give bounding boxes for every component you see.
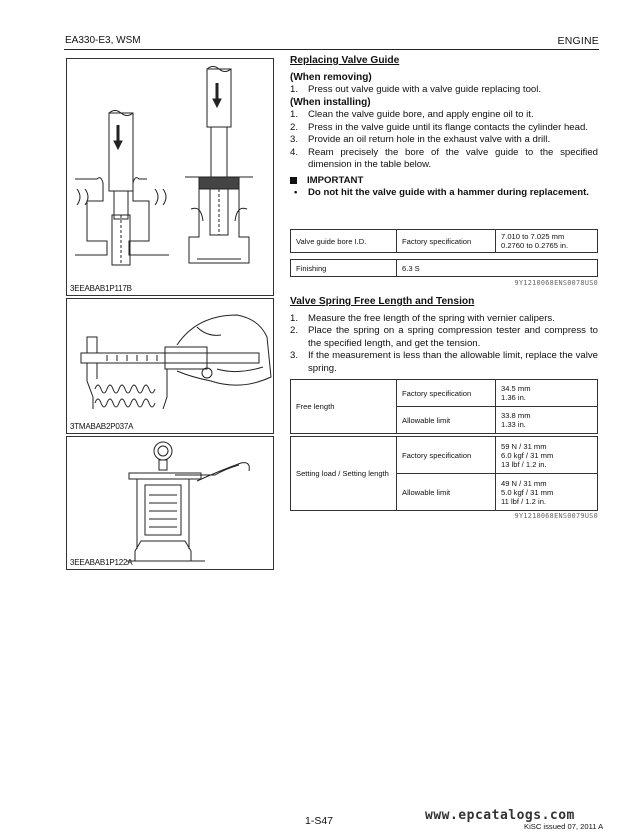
spec-label: Factory specification bbox=[397, 437, 496, 474]
figure-caption: 3EEABAB1P122A bbox=[70, 558, 133, 567]
page-number: 1-S47 bbox=[305, 815, 334, 827]
header-divider bbox=[64, 49, 599, 50]
figure-caption: 3TMABAB2P037A bbox=[70, 422, 134, 431]
figure-caption: 3EEABAB1P117B bbox=[70, 284, 132, 293]
spec-item: Setting load / Setting length bbox=[291, 437, 397, 511]
valve-guide-replacing-tool-illustration bbox=[67, 59, 273, 295]
doc-code: EA330-E3, WSM bbox=[65, 35, 141, 46]
spec-value: 49 N / 31 mm 5.0 kgf / 31 mm 11 lbf / 1.2 in. bbox=[496, 474, 598, 511]
spec-label: Allowable limit bbox=[397, 407, 496, 434]
spec-label: Factory specification bbox=[397, 380, 496, 407]
list-item: 4. Ream precisely the bore of the valve guide to the specified dimension in the table below. bbox=[290, 146, 598, 170]
figure-spring-tester bbox=[66, 436, 274, 570]
list-item: 1. Press out valve guide with a valve guide replacing tool. bbox=[290, 84, 542, 95]
list-item: 3. Provide an oil return hole in the exhaust valve with a drill. bbox=[290, 134, 551, 145]
list-item: 2. Place the spring on a spring compression tester and compress to the specified length, and get the tension. bbox=[290, 325, 598, 349]
issue-note: KiSC issued 07, 2011 A bbox=[524, 822, 604, 831]
important-note: • Do not hit the valve guide with a hammer during replacement. bbox=[290, 187, 598, 200]
figure-vernier bbox=[66, 298, 274, 434]
section-heading: Valve Spring Free Length and Tension bbox=[290, 296, 475, 307]
list-item: 1. Measure the free length of the spring with vernier calipers. bbox=[290, 312, 555, 324]
spring-compression-tester-illustration bbox=[67, 437, 273, 569]
spec-value: 33.8 mm 1.33 in. bbox=[496, 407, 598, 434]
watermark: www.epcatalogs.com bbox=[425, 808, 575, 823]
square-bullet-icon bbox=[290, 177, 297, 184]
important-heading: IMPORTANT bbox=[290, 175, 598, 188]
spec-value: 7.010 to 7.025 mm 0.2760 to 0.2765 in. bbox=[496, 230, 598, 253]
section-heading: Replacing Valve Guide bbox=[290, 55, 400, 66]
reference-code: 9Y1210068ENS0079US0 bbox=[514, 512, 598, 520]
spec-value: 6.3 S bbox=[397, 260, 598, 277]
spec-item: Free length bbox=[291, 380, 397, 434]
vernier-calipers-measuring-spring-illustration bbox=[67, 299, 273, 433]
list-item: 3. If the measurement is less than the allowable limit, replace the valve spring. bbox=[290, 350, 598, 374]
spec-value: 34.5 mm 1.36 in. bbox=[496, 380, 598, 407]
list-item: 1. Clean the valve guide bore, and apply engine oil to it. bbox=[290, 109, 534, 120]
list-item: 2. Press in the valve guide until its flange contacts the cylinder head. bbox=[290, 121, 588, 133]
spec-label: Allowable limit bbox=[397, 474, 496, 511]
spec-label: Factory specification bbox=[397, 230, 496, 253]
setting-load-table bbox=[290, 436, 598, 511]
subheading-installing: (When installing) bbox=[290, 96, 371, 108]
spec-item: Valve guide bore I.D. bbox=[291, 230, 397, 253]
bullet-icon: • bbox=[294, 187, 298, 198]
valve-guide-bore-table bbox=[290, 229, 598, 253]
section-title: ENGINE bbox=[557, 35, 599, 47]
figure-valve-guide bbox=[66, 58, 274, 296]
free-length-table bbox=[290, 379, 598, 434]
spec-item: Finishing bbox=[291, 260, 397, 277]
section-replacing-valve-guide bbox=[290, 55, 598, 200]
reference-code: 9Y1210068ENS0078US0 bbox=[514, 279, 598, 287]
section-valve-spring bbox=[290, 296, 598, 375]
finishing-table bbox=[290, 259, 598, 277]
subheading-removing: (When removing) bbox=[290, 71, 372, 83]
spec-value: 59 N / 31 mm 6.0 kgf / 31 mm 13 lbf / 1.2 in. bbox=[496, 437, 598, 474]
